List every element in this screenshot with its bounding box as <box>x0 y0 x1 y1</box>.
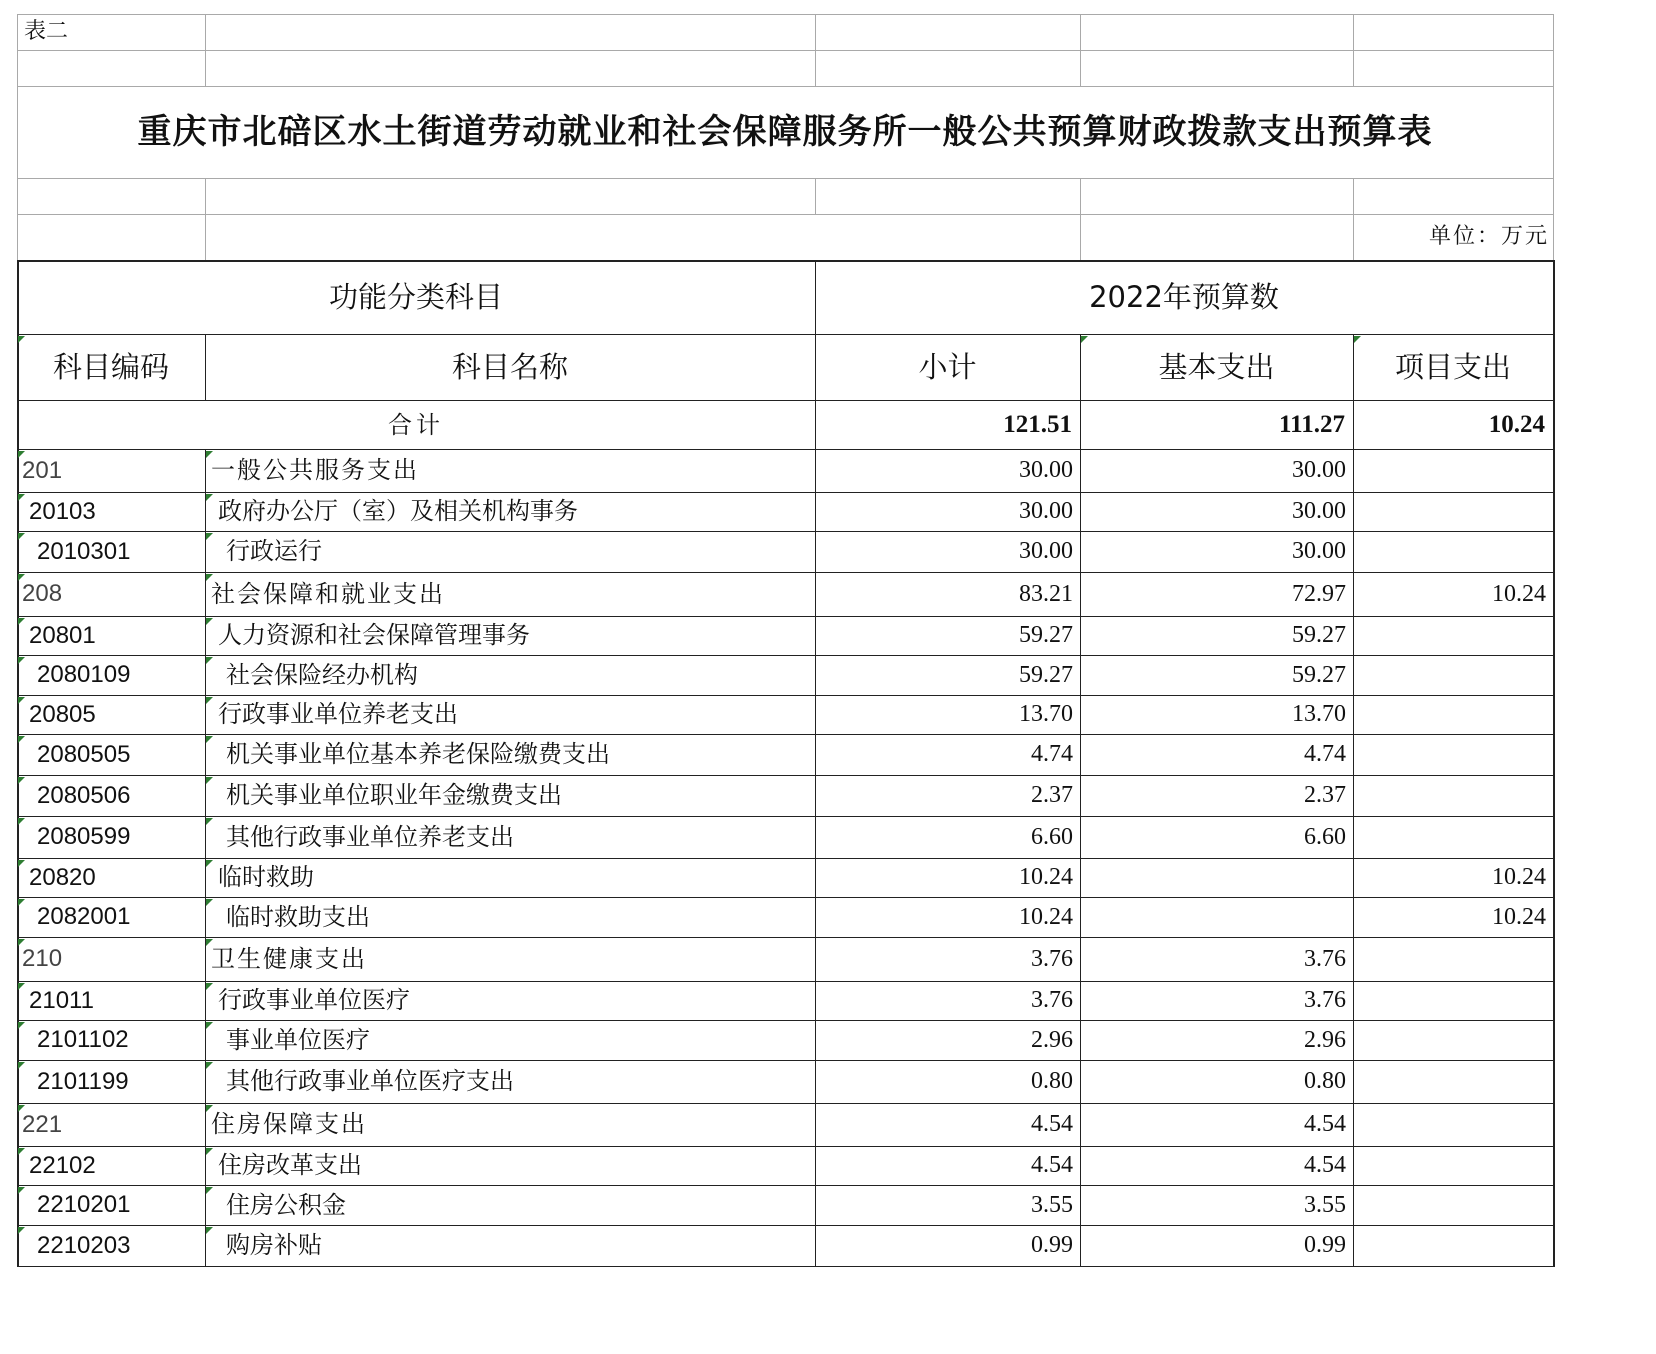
grid-line <box>1553 260 1555 1267</box>
table-row-basic: 0.99 <box>1304 1232 1346 1258</box>
table-row-code: 20801 <box>29 622 96 649</box>
cell-note-marker <box>206 860 213 867</box>
table-row-subtotal: 3.76 <box>1031 946 1073 972</box>
table-row-basic <box>1080 897 1353 937</box>
table-row-basic: 0.80 <box>1304 1068 1346 1094</box>
table-row-code: 21011 <box>29 987 94 1014</box>
cell-note-marker <box>206 777 213 784</box>
table-row-code: 2210201 <box>37 1191 131 1218</box>
table-row-basic: 13.70 <box>1292 701 1346 727</box>
table-row-project <box>1353 655 1553 695</box>
cell-note-marker <box>18 1187 25 1194</box>
table-row-code: 221 <box>22 1111 63 1138</box>
cell-note-marker <box>206 533 213 540</box>
table-row-project: 10.24 <box>1492 581 1546 607</box>
cell-note-marker <box>206 899 213 906</box>
cell-note-marker <box>206 697 213 704</box>
table-row-basic: 4.74 <box>1304 741 1346 767</box>
table-row-subtotal: 30.00 <box>1019 457 1073 483</box>
table-row-subtotal: 59.27 <box>1019 662 1073 688</box>
cell-note-marker <box>206 494 213 501</box>
table-row-code: 2010301 <box>37 538 131 565</box>
table-row-name: 行政运行 <box>226 537 322 565</box>
table-row-project: 10.24 <box>1492 864 1546 890</box>
grid-line <box>17 50 1553 51</box>
cell-note-marker <box>18 533 25 540</box>
header-basic-expense: 基本支出 <box>1158 350 1275 384</box>
table-row-code: 22102 <box>29 1152 96 1179</box>
table-row-code: 201 <box>22 457 63 484</box>
table-row-code: 20820 <box>29 864 96 891</box>
table-row-project <box>1353 1225 1553 1266</box>
header-project-expense: 项目支出 <box>1394 350 1511 384</box>
grid-line <box>1553 14 1554 260</box>
table-row-project <box>1353 981 1553 1020</box>
cell-note-marker <box>18 736 25 743</box>
table-row-basic: 3.76 <box>1304 987 1346 1013</box>
table-row-name: 住房公积金 <box>226 1191 346 1219</box>
table-row-subtotal: 6.60 <box>1031 824 1073 850</box>
table-row-project: 10.24 <box>1492 904 1546 930</box>
table-row-code: 2101199 <box>37 1068 129 1095</box>
cell-note-marker <box>1354 336 1361 343</box>
cell-note-marker <box>18 336 25 343</box>
cell-note-marker <box>206 1105 213 1112</box>
table-row-subtotal: 0.80 <box>1031 1068 1073 1094</box>
table-row-name: 社会保险经办机构 <box>226 661 418 689</box>
table-row-subtotal: 30.00 <box>1019 538 1073 564</box>
table-row-basic <box>1080 858 1353 897</box>
table-row-code: 2080109 <box>37 661 131 688</box>
sheet-label: 表二 <box>24 19 69 44</box>
cell-note-marker <box>18 983 25 990</box>
table-row-subtotal: 3.55 <box>1031 1192 1073 1218</box>
cell-note-marker <box>206 1148 213 1155</box>
table-row-code: 2210203 <box>37 1232 131 1259</box>
cell-note-marker <box>206 451 213 458</box>
grid-line <box>815 178 816 214</box>
table-row-subtotal: 10.24 <box>1019 904 1073 930</box>
grid-line <box>17 14 1553 15</box>
table-row-basic: 72.97 <box>1292 581 1346 607</box>
grid-line <box>17 86 1553 87</box>
table-row-project <box>1353 1060 1553 1103</box>
grid-line <box>17 178 1553 179</box>
cell-note-marker <box>206 1187 213 1194</box>
table-row-name: 社会保障和就业支出 <box>211 580 445 608</box>
table-row-project <box>1353 937 1553 981</box>
cell-note-marker <box>206 657 213 664</box>
cell-note-marker <box>18 1148 25 1155</box>
header-subtotal: 小计 <box>918 350 977 384</box>
cell-note-marker <box>206 983 213 990</box>
cell-note-marker <box>206 939 213 946</box>
table-row-basic: 2.37 <box>1304 782 1346 808</box>
table-row-code: 208 <box>22 580 63 607</box>
table-row-basic: 4.54 <box>1304 1111 1346 1137</box>
table-row-subtotal: 3.76 <box>1031 987 1073 1013</box>
cell-note-marker <box>18 1105 25 1112</box>
table-row-project <box>1353 695 1553 734</box>
table-row-subtotal: 13.70 <box>1019 701 1073 727</box>
grid-line <box>17 214 1553 215</box>
cell-note-marker <box>18 939 25 946</box>
cell-note-marker <box>18 1227 25 1234</box>
table-row-name: 行政事业单位养老支出 <box>218 700 458 728</box>
table-row-name: 临时救助支出 <box>226 903 370 931</box>
table-row-subtotal: 10.24 <box>1019 864 1073 890</box>
cell-note-marker <box>206 1227 213 1234</box>
header-function-classification: 功能分类科目 <box>328 280 503 314</box>
total-project: 10.24 <box>1488 411 1545 438</box>
table-row-name: 卫生健康支出 <box>211 945 367 973</box>
table-row-subtotal: 4.74 <box>1031 741 1073 767</box>
cell-note-marker <box>18 818 25 825</box>
table-row-name: 住房保障支出 <box>211 1110 367 1138</box>
table-row-name: 机关事业单位基本养老保险缴费支出 <box>226 740 610 768</box>
table-row-code: 20103 <box>29 498 96 525</box>
cell-note-marker <box>18 1062 25 1069</box>
table-row-subtotal: 4.54 <box>1031 1152 1073 1178</box>
table-row-project <box>1353 616 1553 655</box>
grid-line <box>1353 14 1354 86</box>
table-row-name: 临时救助 <box>218 863 314 891</box>
table-row-name: 一般公共服务支出 <box>211 456 419 484</box>
table-row-project <box>1353 1185 1553 1225</box>
table-row-basic: 4.54 <box>1304 1152 1346 1178</box>
table-row-code: 2080505 <box>37 741 131 768</box>
cell-note-marker <box>206 618 213 625</box>
table-row-code: 2101102 <box>37 1026 129 1053</box>
table-row-subtotal: 0.99 <box>1031 1232 1073 1258</box>
grid-line <box>205 14 206 86</box>
cell-note-marker <box>206 574 213 581</box>
table-row-subtotal: 4.54 <box>1031 1111 1073 1137</box>
table-row-basic: 3.55 <box>1304 1192 1346 1218</box>
grid-line <box>205 178 206 260</box>
table-row-project <box>1353 734 1553 775</box>
table-row-subtotal: 2.96 <box>1031 1027 1073 1053</box>
grid-line <box>1080 178 1081 260</box>
table-row-basic: 30.00 <box>1292 538 1346 564</box>
table-row-subtotal: 30.00 <box>1019 498 1073 524</box>
table-row-name: 住房改革支出 <box>218 1151 362 1179</box>
table-row-basic: 59.27 <box>1292 662 1346 688</box>
table-row-project <box>1353 449 1553 492</box>
table-row-name: 行政事业单位医疗 <box>218 986 410 1014</box>
table-row-code: 2080506 <box>37 782 131 809</box>
table-row-name: 购房补贴 <box>226 1231 322 1259</box>
cell-note-marker <box>18 777 25 784</box>
header-subject-code: 科目编码 <box>52 350 169 384</box>
cell-note-marker <box>18 618 25 625</box>
table-row-basic: 59.27 <box>1292 622 1346 648</box>
table-row-project <box>1353 531 1553 572</box>
cell-note-marker <box>18 697 25 704</box>
table-row-subtotal: 2.37 <box>1031 782 1073 808</box>
table-row-project <box>1353 775 1553 816</box>
grid-line <box>815 14 816 86</box>
cell-note-marker <box>1081 336 1088 343</box>
total-label: 合计 <box>388 411 444 439</box>
cell-note-marker <box>18 899 25 906</box>
total-basic: 111.27 <box>1279 411 1345 438</box>
table-row-project <box>1353 816 1553 858</box>
table-row-name: 其他行政事业单位养老支出 <box>226 823 514 851</box>
header-subject-name: 科目名称 <box>451 350 568 384</box>
table-row-subtotal: 59.27 <box>1019 622 1073 648</box>
cell-note-marker <box>18 451 25 458</box>
cell-note-marker <box>18 657 25 664</box>
table-row-code: 210 <box>22 945 63 972</box>
cell-note-marker <box>206 818 213 825</box>
cell-note-marker <box>18 494 25 501</box>
table-row-basic: 3.76 <box>1304 946 1346 972</box>
table-row-name: 人力资源和社会保障管理事务 <box>218 621 530 649</box>
header-budget-year: 2022年预算数 <box>1089 280 1279 314</box>
table-row-project <box>1353 1146 1553 1185</box>
table-row-basic: 2.96 <box>1304 1027 1346 1053</box>
table-row-subtotal: 83.21 <box>1019 581 1073 607</box>
table-row-basic: 30.00 <box>1292 498 1346 524</box>
table-row-code: 2080599 <box>37 823 131 850</box>
table-row-name: 其他行政事业单位医疗支出 <box>226 1067 514 1095</box>
table-row-name: 机关事业单位职业年金缴费支出 <box>226 781 562 809</box>
cell-note-marker <box>206 1062 213 1069</box>
table-row-project <box>1353 1103 1553 1146</box>
table-row-project <box>1353 1020 1553 1060</box>
table-row-code: 2082001 <box>37 903 131 930</box>
table-row-name: 政府办公厅（室）及相关机构事务 <box>218 497 578 525</box>
cell-note-marker <box>18 1022 25 1029</box>
page-title: 重庆市北碚区水土街道劳动就业和社会保障服务所一般公共预算财政拨款支出预算表 <box>137 112 1433 152</box>
table-row-code: 20805 <box>29 701 96 728</box>
total-subtotal: 121.51 <box>1003 411 1072 438</box>
grid-line <box>17 1266 1553 1267</box>
cell-note-marker <box>18 574 25 581</box>
cell-note-marker <box>206 1022 213 1029</box>
cell-note-marker <box>206 736 213 743</box>
grid-line <box>1080 14 1081 86</box>
table-row-basic: 30.00 <box>1292 457 1346 483</box>
table-row-basic: 6.60 <box>1304 824 1346 850</box>
table-row-project <box>1353 492 1553 531</box>
cell-note-marker <box>18 860 25 867</box>
table-row-name: 事业单位医疗 <box>226 1026 370 1054</box>
unit-label: 单位：万元 <box>1428 224 1549 249</box>
